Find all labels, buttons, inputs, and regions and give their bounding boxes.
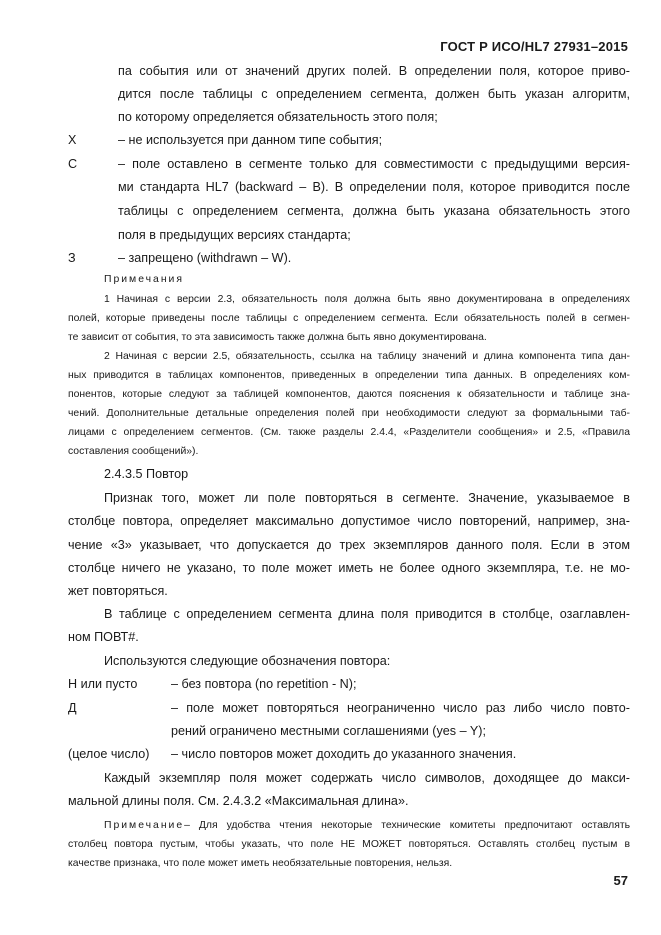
- repeat-desc-line: – без повтора (no repetition - N);: [171, 677, 357, 691]
- note-line: составления сообщений»).: [68, 446, 199, 457]
- code-desc-line: – поле оставлено в сегменте только для совместимости с предыдущими версия-: [118, 157, 630, 171]
- paragraph-line: Каждый экземпляр поля может содержать число символов, доходящее до макси-: [104, 771, 630, 785]
- code-desc-line: поля в предыдущих версиях стандарта;: [118, 228, 351, 242]
- code-desc-line: ми стандарта HL7 (backward – B). В определении поля, которое приводится после: [118, 180, 630, 194]
- repeat-term: Д: [68, 701, 77, 715]
- final-note-first-line: [104, 820, 630, 831]
- note-line: качестве признака, что поле может иметь необязательные повторения, нельзя.: [68, 858, 453, 869]
- repeat-desc-line: – поле может повторяться неограниченно число раз либо число повто-: [171, 701, 630, 715]
- code-desc-line: – запрещено (withdrawn – W).: [118, 251, 292, 265]
- paragraph-line: Признак того, может ли поле повторяться в сегменте. Значение, указываемое в: [104, 491, 630, 505]
- code-term: З: [68, 251, 76, 265]
- paragraph-line: жет повторяться.: [68, 584, 168, 598]
- note-line: 1 Начиная с версии 2.3, обязательность поля должна быть явно документирована в определениях: [104, 294, 630, 305]
- code-desc-line: таблицы с определением сегмента, должна быть указана обязательность этого: [118, 204, 630, 218]
- paragraph-line: В таблице с определением сегмента длина поля приводится в столбце, озаглавлен-: [104, 607, 630, 621]
- note-line: полей, которые приведены после таблицы с определением сегмента. Если обязательность полей в сегмен-: [68, 313, 630, 324]
- repeat-term: Н или пусто: [68, 677, 138, 691]
- paragraph-line: ном ПОВТ#.: [68, 630, 139, 644]
- note-line: те зависит от события, то эта зависимость также должна быть явно документирована.: [68, 332, 487, 343]
- intro-line: па события или от значений других полей. В определении поля, которое приво-: [118, 64, 630, 78]
- code-term: C: [68, 157, 78, 171]
- note-line: ных приводится в таблицах компонентов, приведенных в определении типа данных. В определениях ком-: [68, 370, 630, 381]
- paragraph-line: столбце ничего не указано, то поле может иметь не более одного экземпляра, т.е. не мо-: [68, 561, 630, 575]
- note-line: 2 Начиная с версии 2.5, обязательность, ссылка на таблицу значений и длина компонента типа дан-: [104, 351, 630, 362]
- code-desc-line: – не используется при данном типе события;: [118, 133, 383, 147]
- note-line: лицами с определением сегментов. (См. также разделы 2.4.4, «Разделители сообщения» и 2.5, «Правила: [68, 427, 630, 438]
- intro-line: по которому определяется обязательность этого поля;: [118, 110, 438, 124]
- intro-line: дится после таблицы с определением сегмента, должен быть указан алгоритм,: [118, 87, 630, 101]
- note-line: столбец повтора пустым, чтобы указать, что поле НЕ МОЖЕТ повторяться. Оставлять столбец пустым в: [68, 839, 630, 850]
- paragraph-line: чение «3» указывает, что допускается до трех экземпляров данного поля. Если в этом: [68, 538, 630, 552]
- final-note-label: Примечание: [104, 820, 185, 831]
- paragraph-line: Используются следующие обозначения повтора:: [104, 654, 391, 668]
- section-heading: 2.4.3.5 Повтор: [104, 467, 189, 481]
- repeat-desc-line: рений ограничено местными соглашениями (yes – Y);: [171, 724, 486, 738]
- paragraph-line: мальной длины поля. См. 2.4.3.2 «Максимальная длина».: [68, 794, 409, 808]
- repeat-desc-line: – число повторов может доходить до указанного значения.: [171, 747, 517, 761]
- notes-heading: Примечания: [104, 274, 184, 285]
- running-header: ГОСТ Р ИСО/HL7 27931–2015: [440, 39, 628, 54]
- note-line: – Для удобства чтения некоторые технические комитеты предпочитают оставлять: [184, 820, 630, 831]
- page-number: 57: [613, 873, 628, 888]
- note-line: понентов, которые следуют за таблицей компонентов, даются пояснения к обязательности и таблице зна-: [68, 389, 630, 400]
- repeat-term: (целое число): [68, 747, 150, 761]
- code-term: X: [68, 133, 77, 147]
- note-line: чений. Дополнительные детальные определения полей при необходимости следуют за формальными таб-: [68, 408, 630, 419]
- paragraph-line: столбце повтора, определяет максимально допустимое число повторений, например, зна-: [68, 514, 630, 528]
